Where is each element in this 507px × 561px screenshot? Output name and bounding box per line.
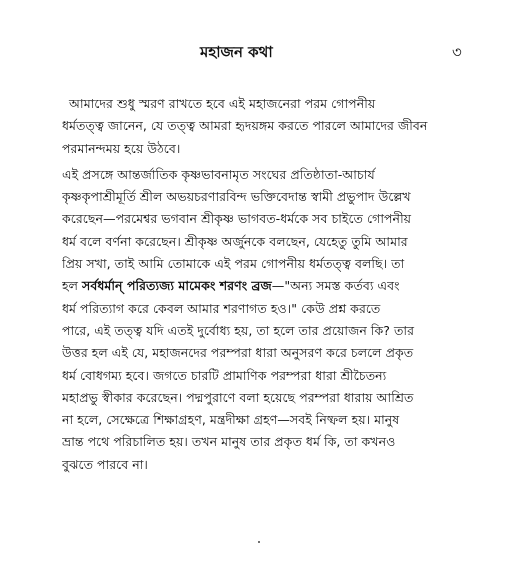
text-line: ধর্ম বলে বর্ণনা করেছেন। শ্রীকৃষ্ণ অর্জুনকে বলছেন, যেহেতু তুমি আমার — [62, 233, 408, 249]
paragraph — [62, 93, 474, 160]
text-line: আমাদের শুধু স্মরণ রাখতে হবে এই মহাজনেরা পরম গোপনীয় — [69, 96, 376, 111]
text-line: পারে, এই তত্ত্ব যদি এতই দুর্বোধ্য হয়, তা হলে তার প্রয়োজন কি? তার — [62, 322, 414, 338]
text-line: বুঝতে পারবে না। — [62, 456, 148, 472]
text-line: করেছেন—পরমেশ্বর ভগবান শ্রীকৃষ্ণ ভাগবত-ধর্মকে সব চাইতে গোপনীয় — [62, 211, 412, 227]
verse-line-prefix: হল — [62, 278, 83, 294]
text-line: ধর্ম পরিত্যাগ করে কেবল আমার শরণাগত হও।" কেউ প্রশ্ন করতে — [62, 300, 381, 316]
text-line: উত্তর হল এই যে, মহাজনদের পরম্পরা ধারা অনুসরণ করে চললে প্রকৃত — [62, 345, 414, 361]
page-number: ৩ — [452, 43, 462, 61]
text-line: পরমানন্দময় হয়ে উঠবে। — [62, 140, 181, 156]
paragraph — [62, 164, 474, 476]
verse-line-suffix: —"অন্য সমস্ত কর্তব্য এবং — [271, 278, 400, 294]
body-text — [62, 93, 474, 476]
text-line: প্রিয় সখা, তাই আমি তোমাকে এই পরম গোপনীয় ধর্মতত্ত্ব বলছি। তা — [62, 256, 405, 272]
text-line: ধর্মতত্ত্ব জানেন, যে তত্ত্ব আমরা হৃদয়ঙ্গম করতে পারলে আমাদের জীবন — [62, 118, 428, 134]
page-title: মহাজন কথা — [200, 43, 273, 61]
text-line: ভ্রান্ত পথে পরিচালিত হয়। তখন মানুষ তার প্রকৃত ধর্ম কি, তা কখনও — [62, 434, 396, 450]
running-header — [0, 41, 507, 65]
text-line: এই প্রসঙ্গে আন্তর্জাতিক কৃষ্ণভাবনামৃত সংঘের প্রতিষ্ঠাতা-আচার্য — [62, 166, 375, 182]
sanskrit-verse: সর্বধর্মান্‌ পরিত্যজ্য মামেকং শরণং ব্রজ — [82, 278, 272, 294]
verse-line — [62, 275, 474, 297]
text-line: মহাপ্রভু স্বীকার করেছেন। পদ্মপুরাণে বলা হয়েছে পরম্পরা ধারায় আশ্রিত — [62, 389, 414, 405]
print-speck — [258, 541, 260, 543]
text-line: কৃষ্ণকৃপাশ্রীমূর্তি শ্রীল অভয়চরণারবিন্দ ভক্তিবেদান্ত স্বামী প্রভুপাদ উল্লেখ — [62, 189, 411, 205]
text-line: ধর্ম বোধগম্য হবে। জগতে চারটি প্রামাণিক পরম্পরা ধারা শ্রীচৈতন্য — [62, 367, 387, 383]
text-line: না হলে, সেক্ষেত্রে শিক্ষাগ্রহণ, মন্ত্রদীক্ষা গ্রহণ—সবই নিষ্ফল হয়। মানুষ — [62, 412, 400, 428]
